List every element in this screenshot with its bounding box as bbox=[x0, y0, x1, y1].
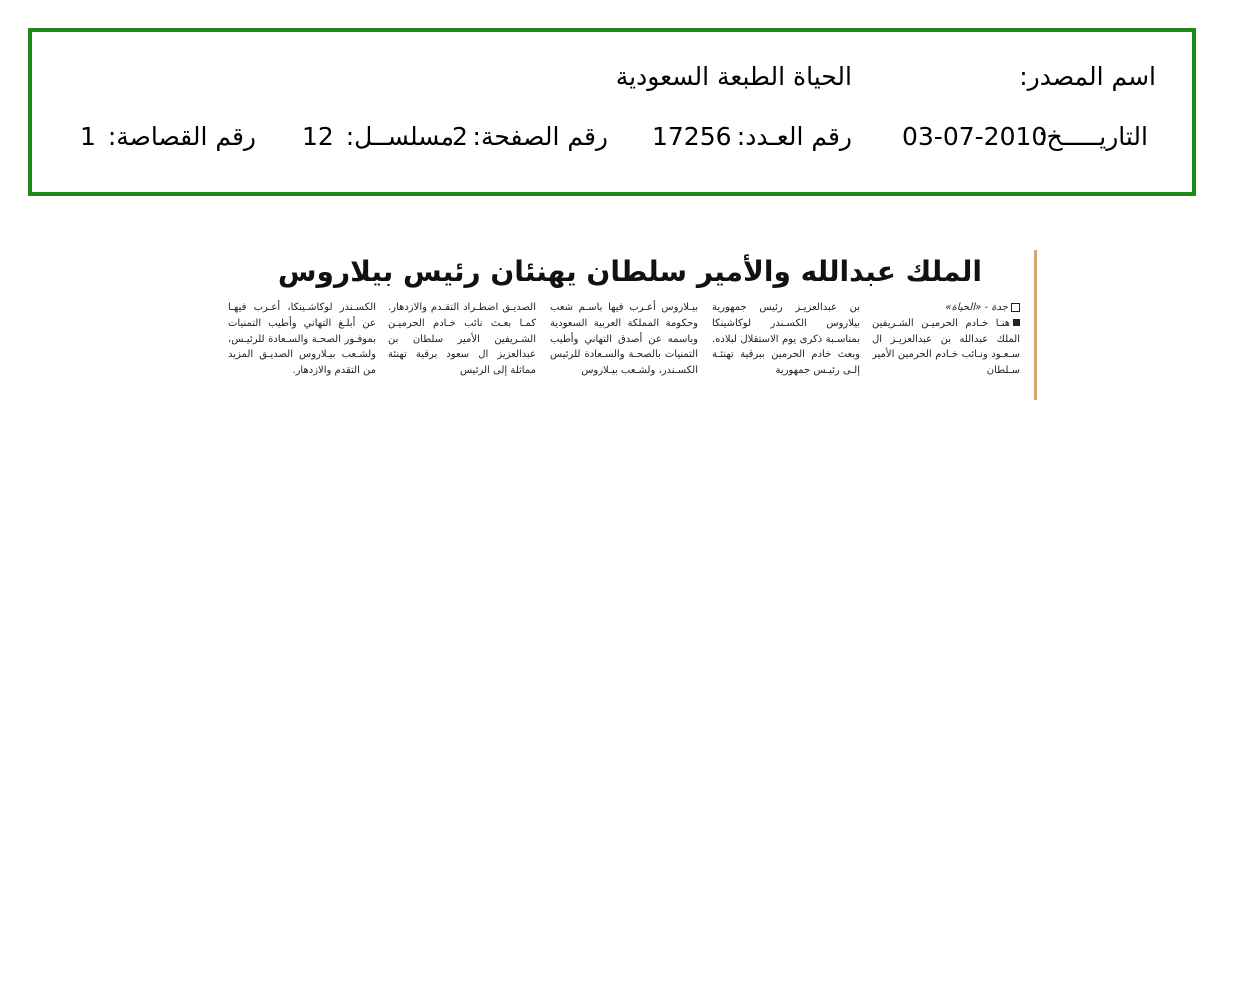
page-label: رقم الصفحة: bbox=[472, 122, 608, 151]
accent-bar bbox=[1034, 250, 1037, 400]
dateline-text: جدة - «الحياة» bbox=[945, 302, 1008, 313]
article-headline: الملك عبدالله والأمير سلطان يهنئان رئيس بيلاروس bbox=[277, 255, 982, 288]
serial-label: مسلســل: bbox=[345, 122, 454, 151]
clip-label: رقم القصاصة: bbox=[107, 122, 256, 151]
column-2-text: بن عبدالعزيـز رئيس جمهورية بيلاروس الكسـندر لوكاشينكا بمناسـبة ذكرى يوم الاستقلال لبلاده. وبعث خادم الحرمين ببرقية تهنئـة إلـى رئيـس جمهورية bbox=[712, 302, 860, 377]
clip-value: 1 bbox=[80, 122, 96, 151]
date-label: التاريـــــخ: bbox=[1038, 122, 1148, 151]
article-column-4 bbox=[388, 300, 536, 400]
article-column-5 bbox=[228, 300, 376, 400]
news-article bbox=[222, 248, 1040, 402]
date-value: 03-07-2010 bbox=[902, 122, 1048, 151]
serial-value: 12 bbox=[302, 122, 334, 151]
source-info-box bbox=[28, 28, 1196, 196]
article-column-1 bbox=[872, 300, 1020, 400]
bullet-square-icon bbox=[1013, 319, 1020, 326]
column-4-text: الصديـق اضطـراد التقـدم والازدهار. كمـا بعـث نائب خـادم الحرميـن الشـريفين الأمير سلطان بن عبدالعزيز ال سعود برقية تهنئة مماثلة إلى الرئيس bbox=[388, 302, 536, 377]
article-column-3 bbox=[550, 300, 698, 400]
square-outline-icon bbox=[1011, 303, 1020, 312]
column-3-text: بيـلاروس أعـرب فيها باسـم شعب وحكومة المملكة العربية السعودية وباسمه عن أصدق التهاني وأطيب التمنيات بالصحـة والسـعادة للرئيس الكسـندر، ولشـعب بيـلاروس bbox=[550, 302, 698, 377]
issue-label: رقم العـدد: bbox=[736, 122, 852, 151]
column-1-text: هنـا خـادم الحرميـن الشـريفين الملك عبدالله بن عبدالعزيـز ال سـعـود ونـائب خـادم الحرمين الأمير سـلطان bbox=[872, 317, 1020, 377]
source-label: اسم المصدر: bbox=[1019, 62, 1156, 91]
column-5-text: الكسـندر لوكاشـينكا، أعـرب فيهـا عن أبلـغ التهاني وأطيب التمنيات بموفـور الصحـة والسـعادة للرئيـس، ولشـعب بيـلاروس الصديـق المزيد من التقدم والازدهار. bbox=[228, 302, 376, 377]
article-dateline bbox=[872, 300, 1020, 316]
source-value: الحياة الطبعة السعودية bbox=[615, 62, 852, 91]
article-column-2 bbox=[712, 300, 860, 400]
issue-value: 17256 bbox=[652, 122, 732, 151]
page-value: 2 bbox=[452, 122, 468, 151]
